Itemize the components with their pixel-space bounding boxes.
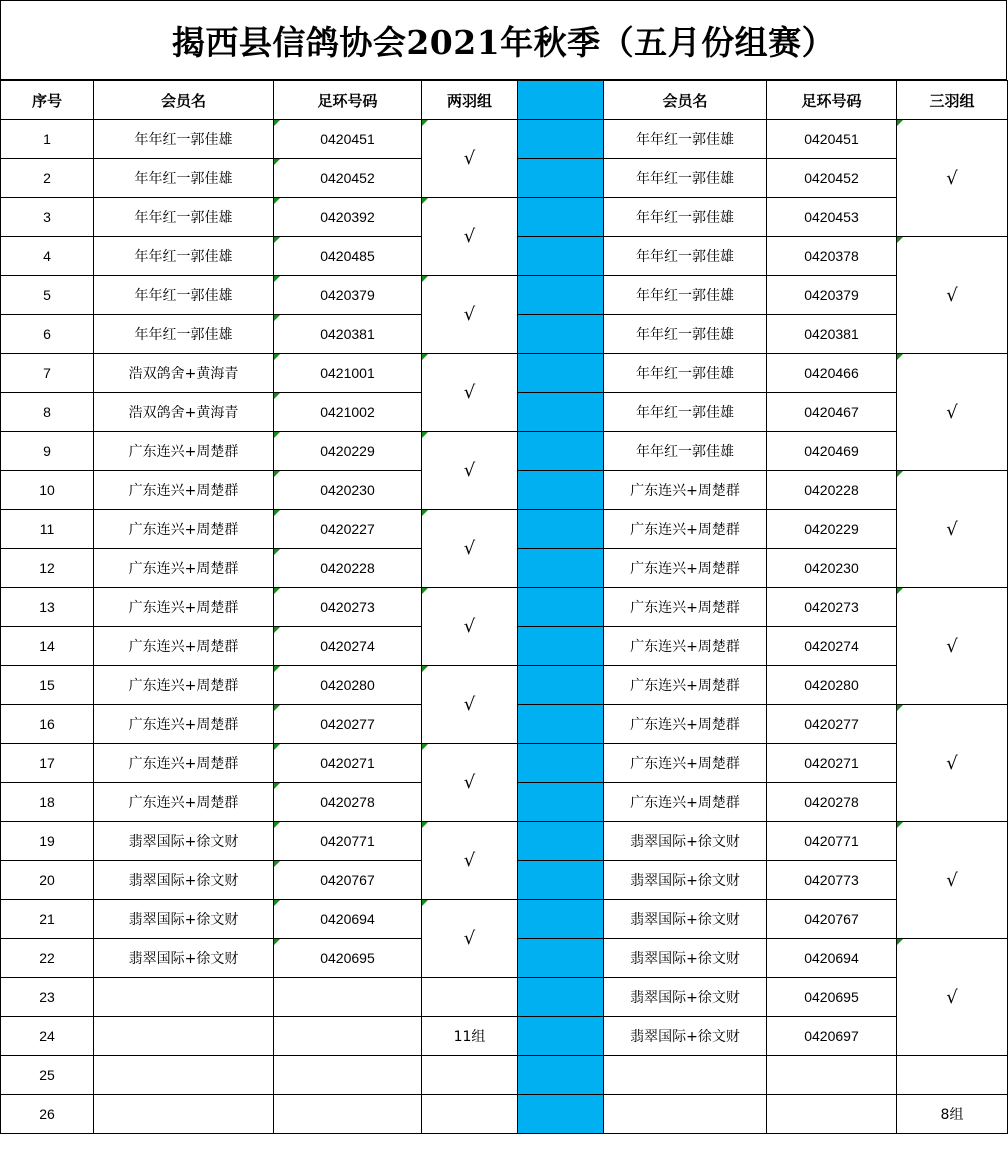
ring-cell-left: 0420694 — [274, 900, 422, 939]
two-group-check: √ — [422, 744, 518, 822]
seq-cell: 19 — [1, 822, 94, 861]
member-cell-left: 广东连兴+周楚群 — [94, 627, 274, 666]
two-group-check: √ — [422, 120, 518, 198]
ring-cell-right: 0420228 — [767, 471, 897, 510]
seq-cell: 11 — [1, 510, 94, 549]
member-cell-left — [94, 1095, 274, 1134]
member-cell-left: 广东连兴+周楚群 — [94, 783, 274, 822]
ring-cell-right: 0420771 — [767, 822, 897, 861]
seq-cell: 3 — [1, 198, 94, 237]
ring-cell-left: 0420274 — [274, 627, 422, 666]
table-row — [1, 120, 1008, 159]
ring-cell-left: 0420273 — [274, 588, 422, 627]
ring-cell-right: 0420453 — [767, 198, 897, 237]
member-cell-right: 年年红一郭佳雄 — [604, 237, 767, 276]
two-group-check: √ — [422, 354, 518, 432]
ring-cell-right: 0420277 — [767, 705, 897, 744]
member-cell-right: 广东连兴+周楚群 — [604, 510, 767, 549]
member-cell-right: 年年红一郭佳雄 — [604, 159, 767, 198]
three-group-check: √ — [897, 705, 1008, 822]
two-group-cell — [422, 1095, 518, 1134]
seq-cell: 7 — [1, 354, 94, 393]
two-group-total: 11组 — [422, 1017, 518, 1056]
member-cell-right: 翡翠国际+徐文财 — [604, 1017, 767, 1056]
seq-cell: 21 — [1, 900, 94, 939]
two-group-check: √ — [422, 276, 518, 354]
table-row — [1, 744, 1008, 783]
member-cell-left — [94, 1056, 274, 1095]
ring-cell-left: 0421002 — [274, 393, 422, 432]
ring-cell-left: 0420485 — [274, 237, 422, 276]
ring-cell-right: 0420230 — [767, 549, 897, 588]
divider-column-cell — [518, 1017, 604, 1056]
three-group-check: √ — [897, 237, 1008, 354]
member-cell-left: 广东连兴+周楚群 — [94, 432, 274, 471]
ring-cell-right: 0420695 — [767, 978, 897, 1017]
member-cell-right: 广东连兴+周楚群 — [604, 588, 767, 627]
member-cell-right: 广东连兴+周楚群 — [604, 705, 767, 744]
divider-column-cell — [518, 471, 604, 510]
member-cell-right: 年年红一郭佳雄 — [604, 120, 767, 159]
ring-cell-left: 0420767 — [274, 861, 422, 900]
divider-column-cell — [518, 159, 604, 198]
member-cell-left: 翡翠国际+徐文财 — [94, 900, 274, 939]
member-cell-left: 广东连兴+周楚群 — [94, 744, 274, 783]
divider-column-cell — [518, 822, 604, 861]
ring-cell-right: 0420466 — [767, 354, 897, 393]
two-group-cell — [422, 1056, 518, 1095]
ring-cell-left: 0420392 — [274, 198, 422, 237]
table-row — [1, 822, 1008, 861]
seq-cell: 20 — [1, 861, 94, 900]
seq-cell: 15 — [1, 666, 94, 705]
three-group-total: 8组 — [897, 1095, 1008, 1134]
ring-cell-right: 0420451 — [767, 120, 897, 159]
divider-column-cell — [518, 666, 604, 705]
seq-cell: 26 — [1, 1095, 94, 1134]
member-cell-left: 浩双鸽舍+黄海青 — [94, 354, 274, 393]
member-cell-left: 广东连兴+周楚群 — [94, 549, 274, 588]
member-cell-right: 翡翠国际+徐文财 — [604, 978, 767, 1017]
table-row — [1, 978, 1008, 1017]
two-group-check: √ — [422, 588, 518, 666]
member-cell-right: 年年红一郭佳雄 — [604, 432, 767, 471]
registration-table — [0, 80, 1008, 1134]
header-two-group: 两羽组 — [422, 81, 518, 120]
ring-cell-right: 0420697 — [767, 1017, 897, 1056]
ring-cell-left: 0420695 — [274, 939, 422, 978]
two-group-cell — [422, 978, 518, 1017]
three-group-check: √ — [897, 939, 1008, 1056]
ring-cell-right: 0420767 — [767, 900, 897, 939]
member-cell-right: 年年红一郭佳雄 — [604, 198, 767, 237]
divider-column-cell — [518, 1095, 604, 1134]
three-group-check: √ — [897, 588, 1008, 705]
ring-cell-right: 0420273 — [767, 588, 897, 627]
ring-cell-left: 0420227 — [274, 510, 422, 549]
ring-cell-right: 0420280 — [767, 666, 897, 705]
member-cell-left — [94, 1017, 274, 1056]
two-group-check: √ — [422, 822, 518, 900]
sheet-title: 揭西县信鸽协会2021年秋季（五月份组赛） — [0, 0, 1007, 80]
divider-column-cell — [518, 549, 604, 588]
divider-column-cell — [518, 588, 604, 627]
ring-cell-left: 0420228 — [274, 549, 422, 588]
member-cell-left: 年年红一郭佳雄 — [94, 237, 274, 276]
divider-column-cell — [518, 315, 604, 354]
ring-cell-right: 0420274 — [767, 627, 897, 666]
header-member-right: 会员名 — [604, 81, 767, 120]
member-cell-right: 广东连兴+周楚群 — [604, 783, 767, 822]
ring-cell-left: 0420381 — [274, 315, 422, 354]
two-group-check: √ — [422, 510, 518, 588]
ring-cell-right: 0420694 — [767, 939, 897, 978]
divider-column-cell — [518, 393, 604, 432]
divider-column-cell — [518, 744, 604, 783]
ring-cell-left: 0420379 — [274, 276, 422, 315]
member-cell-right: 翡翠国际+徐文财 — [604, 822, 767, 861]
table-row — [1, 510, 1008, 549]
ring-cell-right: 0420381 — [767, 315, 897, 354]
member-cell-right: 年年红一郭佳雄 — [604, 354, 767, 393]
table-row — [1, 432, 1008, 471]
member-cell-left: 年年红一郭佳雄 — [94, 315, 274, 354]
seq-cell: 18 — [1, 783, 94, 822]
member-cell-left: 广东连兴+周楚群 — [94, 588, 274, 627]
three-group-check: √ — [897, 471, 1008, 588]
ring-cell-right: 0420773 — [767, 861, 897, 900]
two-group-check: √ — [422, 432, 518, 510]
ring-cell-left: 0421001 — [274, 354, 422, 393]
ring-cell-right: 0420229 — [767, 510, 897, 549]
divider-column-cell — [518, 861, 604, 900]
header-three-group: 三羽组 — [897, 81, 1008, 120]
ring-cell-left: 0420278 — [274, 783, 422, 822]
seq-cell: 10 — [1, 471, 94, 510]
seq-cell: 2 — [1, 159, 94, 198]
table-row — [1, 666, 1008, 705]
member-cell-right: 广东连兴+周楚群 — [604, 627, 767, 666]
member-cell-left: 翡翠国际+徐文财 — [94, 822, 274, 861]
seq-cell: 17 — [1, 744, 94, 783]
member-cell-left: 年年红一郭佳雄 — [94, 198, 274, 237]
divider-column-cell — [518, 510, 604, 549]
ring-cell-left: 0420230 — [274, 471, 422, 510]
seq-cell: 25 — [1, 1056, 94, 1095]
member-cell-left: 年年红一郭佳雄 — [94, 276, 274, 315]
divider-column-cell — [518, 939, 604, 978]
seq-cell: 16 — [1, 705, 94, 744]
header-row — [1, 81, 1008, 120]
seq-cell: 4 — [1, 237, 94, 276]
divider-column-cell — [518, 237, 604, 276]
ring-cell-right: 0420271 — [767, 744, 897, 783]
member-cell-left: 广东连兴+周楚群 — [94, 471, 274, 510]
seq-cell: 12 — [1, 549, 94, 588]
table-row — [1, 1056, 1008, 1095]
table-row — [1, 354, 1008, 393]
three-group-check: √ — [897, 822, 1008, 939]
ring-cell-left — [274, 1056, 422, 1095]
seq-cell: 8 — [1, 393, 94, 432]
member-cell-right — [604, 1056, 767, 1095]
seq-cell: 6 — [1, 315, 94, 354]
member-cell-left: 翡翠国际+徐文财 — [94, 861, 274, 900]
table-row — [1, 1017, 1008, 1056]
member-cell-right — [604, 1095, 767, 1134]
divider-column-cell — [518, 900, 604, 939]
divider-column-cell — [518, 198, 604, 237]
divider-column-cell — [518, 705, 604, 744]
three-group-check: √ — [897, 354, 1008, 471]
ring-cell-right: 0420467 — [767, 393, 897, 432]
ring-cell-left: 0420452 — [274, 159, 422, 198]
ring-cell-right — [767, 1095, 897, 1134]
two-group-check: √ — [422, 666, 518, 744]
ring-cell-right: 0420452 — [767, 159, 897, 198]
seq-cell: 23 — [1, 978, 94, 1017]
member-cell-right: 广东连兴+周楚群 — [604, 666, 767, 705]
ring-cell-right: 0420379 — [767, 276, 897, 315]
three-group-cell — [897, 1056, 1008, 1095]
seq-cell: 9 — [1, 432, 94, 471]
header-seq: 序号 — [1, 81, 94, 120]
member-cell-right: 广东连兴+周楚群 — [604, 744, 767, 783]
ring-cell-left — [274, 1017, 422, 1056]
ring-cell-right: 0420469 — [767, 432, 897, 471]
divider-column-cell — [518, 120, 604, 159]
table-row — [1, 900, 1008, 939]
member-cell-right: 翡翠国际+徐文财 — [604, 861, 767, 900]
header-ring-right: 足环号码 — [767, 81, 897, 120]
two-group-check: √ — [422, 900, 518, 978]
member-cell-right: 翡翠国际+徐文财 — [604, 900, 767, 939]
seq-cell: 22 — [1, 939, 94, 978]
table-body — [1, 120, 1008, 1134]
ring-cell-right: 0420278 — [767, 783, 897, 822]
member-cell-left: 年年红一郭佳雄 — [94, 159, 274, 198]
ring-cell-left: 0420271 — [274, 744, 422, 783]
member-cell-left: 浩双鸽舍+黄海青 — [94, 393, 274, 432]
divider-column-cell — [518, 627, 604, 666]
two-group-check: √ — [422, 198, 518, 276]
member-cell-right: 年年红一郭佳雄 — [604, 276, 767, 315]
ring-cell-left: 0420229 — [274, 432, 422, 471]
member-cell-left — [94, 978, 274, 1017]
table-row — [1, 198, 1008, 237]
seq-cell: 24 — [1, 1017, 94, 1056]
divider-column-cell — [518, 432, 604, 471]
ring-cell-right — [767, 1056, 897, 1095]
ring-cell-left: 0420277 — [274, 705, 422, 744]
header-member-left: 会员名 — [94, 81, 274, 120]
ring-cell-right: 0420378 — [767, 237, 897, 276]
divider-column-header — [518, 81, 604, 120]
member-cell-right: 翡翠国际+徐文财 — [604, 939, 767, 978]
table-row — [1, 588, 1008, 627]
table-row — [1, 1095, 1008, 1134]
ring-cell-left: 0420771 — [274, 822, 422, 861]
divider-column-cell — [518, 276, 604, 315]
divider-column-cell — [518, 783, 604, 822]
seq-cell: 5 — [1, 276, 94, 315]
ring-cell-left — [274, 978, 422, 1017]
member-cell-left: 年年红一郭佳雄 — [94, 120, 274, 159]
divider-column-cell — [518, 978, 604, 1017]
seq-cell: 14 — [1, 627, 94, 666]
member-cell-right: 广东连兴+周楚群 — [604, 471, 767, 510]
header-ring-left: 足环号码 — [274, 81, 422, 120]
three-group-check: √ — [897, 120, 1008, 237]
seq-cell: 13 — [1, 588, 94, 627]
member-cell-left: 广东连兴+周楚群 — [94, 510, 274, 549]
table-row — [1, 276, 1008, 315]
divider-column-cell — [518, 1056, 604, 1095]
member-cell-left: 广东连兴+周楚群 — [94, 705, 274, 744]
member-cell-right: 年年红一郭佳雄 — [604, 315, 767, 354]
member-cell-left: 翡翠国际+徐文财 — [94, 939, 274, 978]
member-cell-right: 年年红一郭佳雄 — [604, 393, 767, 432]
seq-cell: 1 — [1, 120, 94, 159]
divider-column-cell — [518, 354, 604, 393]
ring-cell-left — [274, 1095, 422, 1134]
member-cell-left: 广东连兴+周楚群 — [94, 666, 274, 705]
member-cell-right: 广东连兴+周楚群 — [604, 549, 767, 588]
ring-cell-left: 0420280 — [274, 666, 422, 705]
ring-cell-left: 0420451 — [274, 120, 422, 159]
